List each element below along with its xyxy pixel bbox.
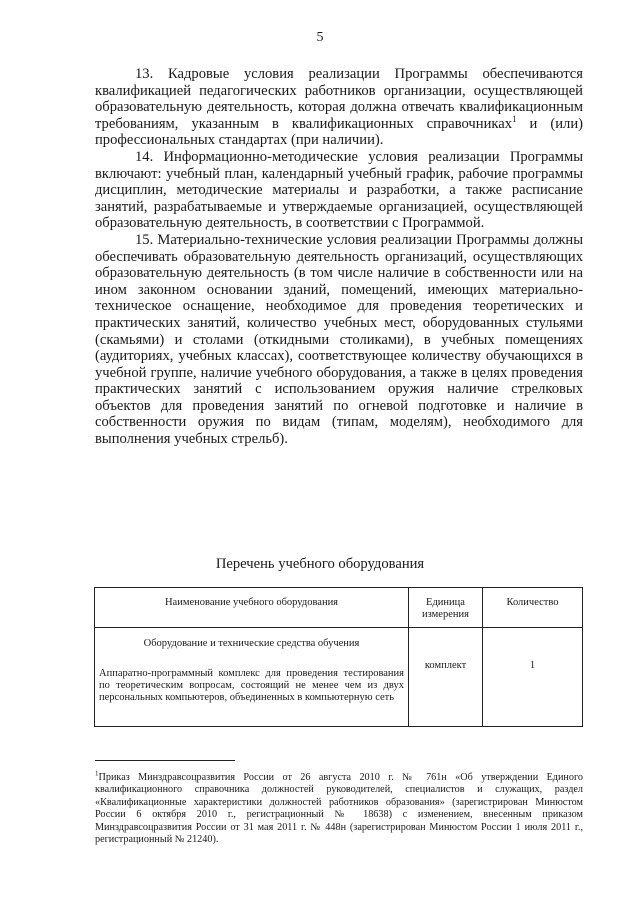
table-header-row	[95, 588, 583, 628]
equipment-quantity-cell: 1	[483, 628, 583, 727]
body-text	[95, 66, 583, 448]
paragraph-14: 14. Информационно-методические условия реализации Программы включают: учебный план, календарный учебный график, рабочие программы дисциплин, методические материалы и разработки, а также расписание занятий, разрабатываемые и утверждаемые организацией, осуществляющей образовательную деятельность, в соответствии с Программой.	[95, 148, 583, 232]
paragraph-13-tail: и (или) профессиональных стандартах (при наличии).	[95, 115, 583, 149]
equipment-item-name: Аппаратно-программный комплекс для проведения тестирования по теоретическим вопросам, состоящий не менее чем из двух персональных компьютеров, объединенных в компьютерную сеть	[99, 668, 404, 703]
table-row	[95, 628, 583, 727]
footnote-mark: 1	[95, 769, 99, 778]
equipment-list-title: Перечень учебного оборудования	[215, 556, 425, 572]
equipment-group-title: Оборудование и технические средства обучения	[143, 638, 360, 649]
equipment-name-cell	[95, 628, 409, 727]
footnote-separator	[95, 760, 235, 761]
paragraph-15: 15. Материально-технические условия реализации Программы должны обеспечивать образовательную деятельность организаций, осуществляющих образовательную деятельность (в том числе наличие в собственности или на ином законном основании зданий, помещений, имеющих материально-техническое оснащение, необходимое для проведения теоретических и практических занятий, количество учебных мест, оборудованных стульями (скамьями) и столами (откидными столиками), в учебных помещениях (аудиториях, учебных классах), соответствующее количеству обучающихся в учебной группе, наличие учебного оборудования, а также в целях проведения практических занятий с использованием оружия наличие стрелковых объектов для проведения занятий по огневой подготовке и наличие в собственности оружия по видам (типам, моделям), необходимого для выполнения учебных стрельб).	[95, 231, 583, 448]
footnote-text: Приказ Минздравсоцразвития России от 26 августа 2010 г. № 761н «Об утверждении Единого квалификационного справочника должностей руководителей, специалистов и служащих, раздел «Квалификационные характеристики должностей работников образования» (зарегистрирован Минюстом России 6 октября 2010 г., регистрационный № 18638) с изменением, внесенным приказом Минздравсоцразвития России от 31 мая 2011 г. № 448н (зарегистрирован Минюстом России 1 июля 2011 г., регистрационный № 21240).	[95, 772, 583, 846]
page-number: 5	[316, 30, 324, 45]
equipment-unit-cell: комплект	[409, 628, 483, 727]
paragraph-13	[95, 66, 583, 149]
header-name: Наименование учебного оборудования	[95, 588, 409, 628]
equipment-table	[94, 587, 583, 727]
paragraph-13-text: 13. Кадровые условия реализации Программы обеспечиваются квалификацией педагогических работников организации, осуществляющей образовательную деятельность, которая должна отвечать квалификационным требованиям, указанным в квалификационных справочниках	[95, 66, 583, 132]
footnote-reference: 1	[512, 113, 517, 124]
header-quantity: Количество	[483, 588, 583, 628]
footnote	[95, 769, 583, 846]
header-unit: Единица измерения	[409, 588, 483, 628]
